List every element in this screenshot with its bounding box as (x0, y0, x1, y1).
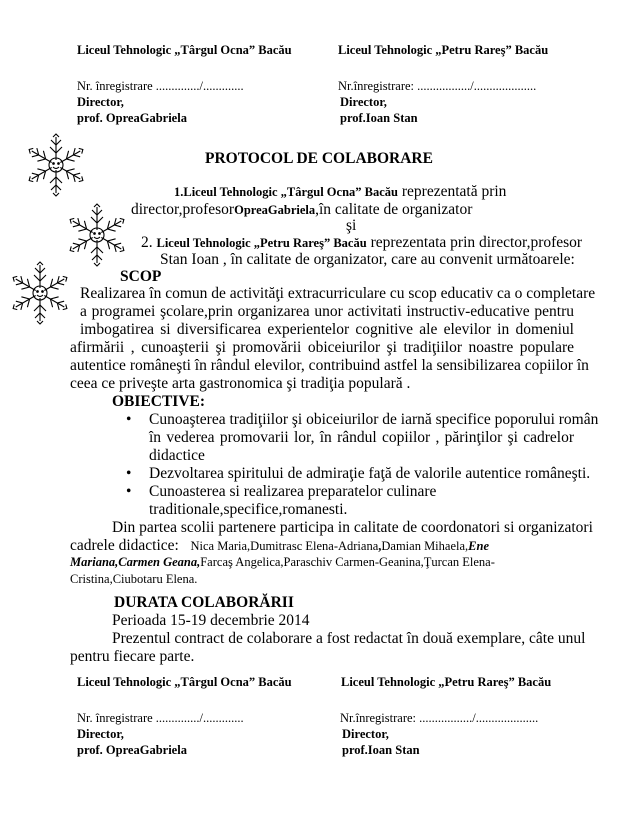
coord-names-bold: Ene (468, 539, 489, 553)
obiective-heading: OBIECTIVE: (112, 393, 206, 410)
objective-3-line-1: Cunoasterea si realizarea preparatelor culinare (149, 483, 437, 500)
coord-names: Nica Maria,Dumitrasc Elena-Adriana (190, 539, 379, 553)
document-title: PROTOCOL DE COLABORARE (205, 150, 433, 167)
top-left-role: Director, (77, 95, 124, 109)
party-2-line-1 (141, 234, 582, 252)
party-1-school: 1.Liceul Tehnologic „Târgul Ocna” Bacău (174, 185, 398, 199)
objective-1-line-1: Cunoaşterea tradiţiilor şi obiceiurilor de iarnă specifice poporului român (149, 411, 599, 428)
objective-3-line-2: traditionale,specifice,romanesti. (149, 501, 348, 518)
party-2-number: 2. (141, 234, 153, 251)
coord-names-bold: Mariana,Carmen Geana, (70, 555, 201, 569)
scop-line: imbogatirea si diversificarea experientelor cognitive ale elevilor in domeniul (80, 321, 574, 338)
top-left-registration: Nr. înregistrare ............../............. (77, 79, 244, 93)
coord-names: Farcaş Angelica,Paraschiv Carmen-Geanina,Ţurcan Elena- (200, 555, 495, 569)
party-1-director: OpreaGabriela (234, 203, 316, 217)
top-right-role: Director, (340, 95, 387, 109)
bottom-right-director-name: prof.Ioan Stan (342, 743, 420, 757)
scop-line: Realizarea în comun de activităţi extracurriculare cu scop educativ ca o completare (80, 285, 596, 302)
snowflake-icon (65, 203, 129, 267)
and-conjunction: şi (346, 217, 357, 234)
scop-last-line: ceea ce priveşte arta gastronomica şi tradiţia populară . (70, 375, 411, 392)
coord-line-2 (70, 537, 489, 555)
top-right-school: Liceul Tehnologic „Petru Rareş” Bacău (338, 43, 549, 57)
bottom-right-registration: Nr.înregistrare: ................./.................... (340, 711, 539, 725)
bottom-right-school: Liceul Tehnologic „Petru Rareş” Bacău (341, 675, 552, 689)
coord-separator: , (378, 539, 382, 553)
coord-line-3 (70, 555, 495, 570)
coord-line-4: Cristina,Ciubotaru Elena. (70, 572, 198, 586)
party-1-title: director,profesor (131, 201, 235, 218)
top-right-director-name: prof.Ioan Stan (340, 111, 418, 125)
bullet-icon: • (126, 465, 132, 482)
objective-1-line-3: didactice (149, 447, 205, 464)
party-1-line-2 (131, 201, 472, 219)
scop-line: autentice româneşti în rândul elevilor, contribuind astfel la sensibilizarea copiilor în (70, 357, 589, 374)
bottom-left-registration: Nr. înregistrare ............../............. (77, 711, 244, 725)
top-right-registration: Nr.înregistrare: ................./.................... (338, 79, 537, 93)
party-1-line-1 (174, 183, 506, 201)
party-2-text: reprezentata prin director,profesor (370, 234, 583, 251)
coord-line-1: Din partea scolii partenere participa in calitate de coordonatori si organizatori (112, 519, 593, 536)
objective-1-line-2: în vederea promovarii lor, în rândul copiilor , părinţilor şi cadrelor (149, 429, 574, 446)
bottom-left-director-name: prof. OpreaGabriela (77, 743, 187, 757)
top-left-director-name: prof. OpreaGabriela (77, 111, 187, 125)
party-2-school: Liceul Tehnologic „Petru Rareş” Bacău (156, 236, 367, 250)
party-2-line-2: Stan Ioan , în calitate de organizator, care au convenit următoarele: (160, 251, 575, 268)
coord-names: Damian Mihaela, (381, 539, 469, 553)
durata-period: Perioada 15-19 decembrie 2014 (112, 612, 310, 629)
scop-line: afirmării , cunoaşterii şi promovării obiceiurilor şi tradiţiilor noastre populare (70, 339, 574, 356)
scop-heading: SCOP (120, 268, 162, 285)
coord-label: cadrele didactice: (70, 537, 179, 554)
bullet-icon: • (126, 411, 132, 428)
top-left-school: Liceul Tehnologic „Târgul Ocna” Bacău (77, 43, 292, 57)
snowflake-icon (8, 261, 72, 325)
bottom-left-school: Liceul Tehnologic „Târgul Ocna” Bacău (77, 675, 292, 689)
scop-line: a programei şcolare,prin organizarea unor activitati instructiv-educative pentru (80, 303, 574, 320)
durata-heading: DURATA COLABORĂRII (114, 594, 294, 611)
durata-line-1: Prezentul contract de colaborare a fost redactat în două exemplare, câte unul (112, 630, 586, 647)
party-1-text: reprezentată prin (401, 183, 507, 200)
bullet-icon: • (126, 483, 132, 500)
durata-line-2: pentru fiecare parte. (70, 648, 195, 665)
bottom-right-role: Director, (342, 727, 389, 741)
objective-2-line-1: Dezvoltarea spiritului de admiraţie faţă de valorile autentice româneşti. (149, 465, 591, 482)
bottom-left-role: Director, (77, 727, 124, 741)
party-1-role: ,în calitate de organizator (315, 201, 473, 218)
